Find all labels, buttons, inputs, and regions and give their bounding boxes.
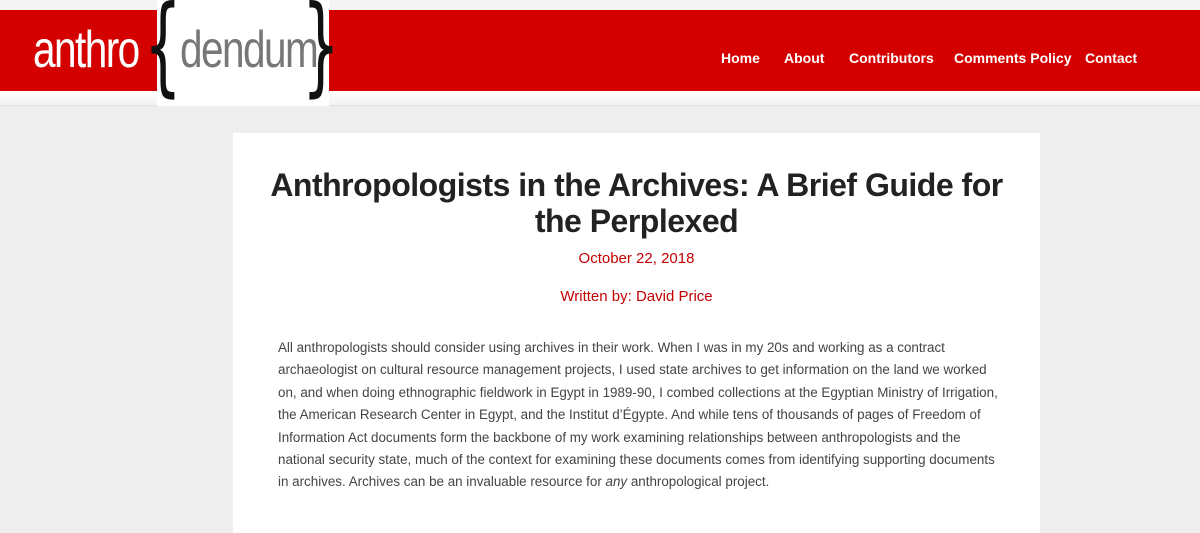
nav-contact[interactable]: Contact [1085,50,1138,66]
paragraph-text-1: All anthropologists should consider using archives in their work. When I was in my 20s and working as a contract archaeologist on cultural resource management projects, I used state archives to get information on the land we worked on, and when doing ethnographic fieldwork in Egypt in 1989-90, I combed collections at the Egyptian Ministry of Irrigation, the American Research Center in Egypt, and the Institut d’Égypte. And while tens of thousands of pages of Freedom of Information Act documents form the backbone of my work examining relationships between anthropologists and the national security state, much of the context for examining these documents comes from identifying supporting documents in archives. Archives can be an invaluable resource for [278,340,998,490]
site-logo[interactable] [0,0,340,110]
logo-text-dendum: dendum [180,21,318,79]
nav-about[interactable]: About [784,50,825,66]
logo-brace-open: { [144,0,182,108]
post-title: Anthropologists in the Archives: A Brief Guide for the Perplexed [270,167,1003,239]
post-card [233,133,1040,533]
post-author[interactable]: Written by: David Price [560,288,713,305]
post-date: October 22, 2018 [578,250,695,267]
paragraph-text-2: anthropological project. [627,474,770,490]
paragraph-emphasis: any [605,474,628,490]
logo-text-anthro: anthro [33,21,139,79]
nav-contributors[interactable]: Contributors [849,50,934,66]
nav-comments-policy[interactable]: Comments Policy [954,50,1072,66]
logo-brace-close: } [302,0,340,108]
post-paragraph [278,337,1003,494]
nav-home[interactable]: Home [721,50,760,66]
